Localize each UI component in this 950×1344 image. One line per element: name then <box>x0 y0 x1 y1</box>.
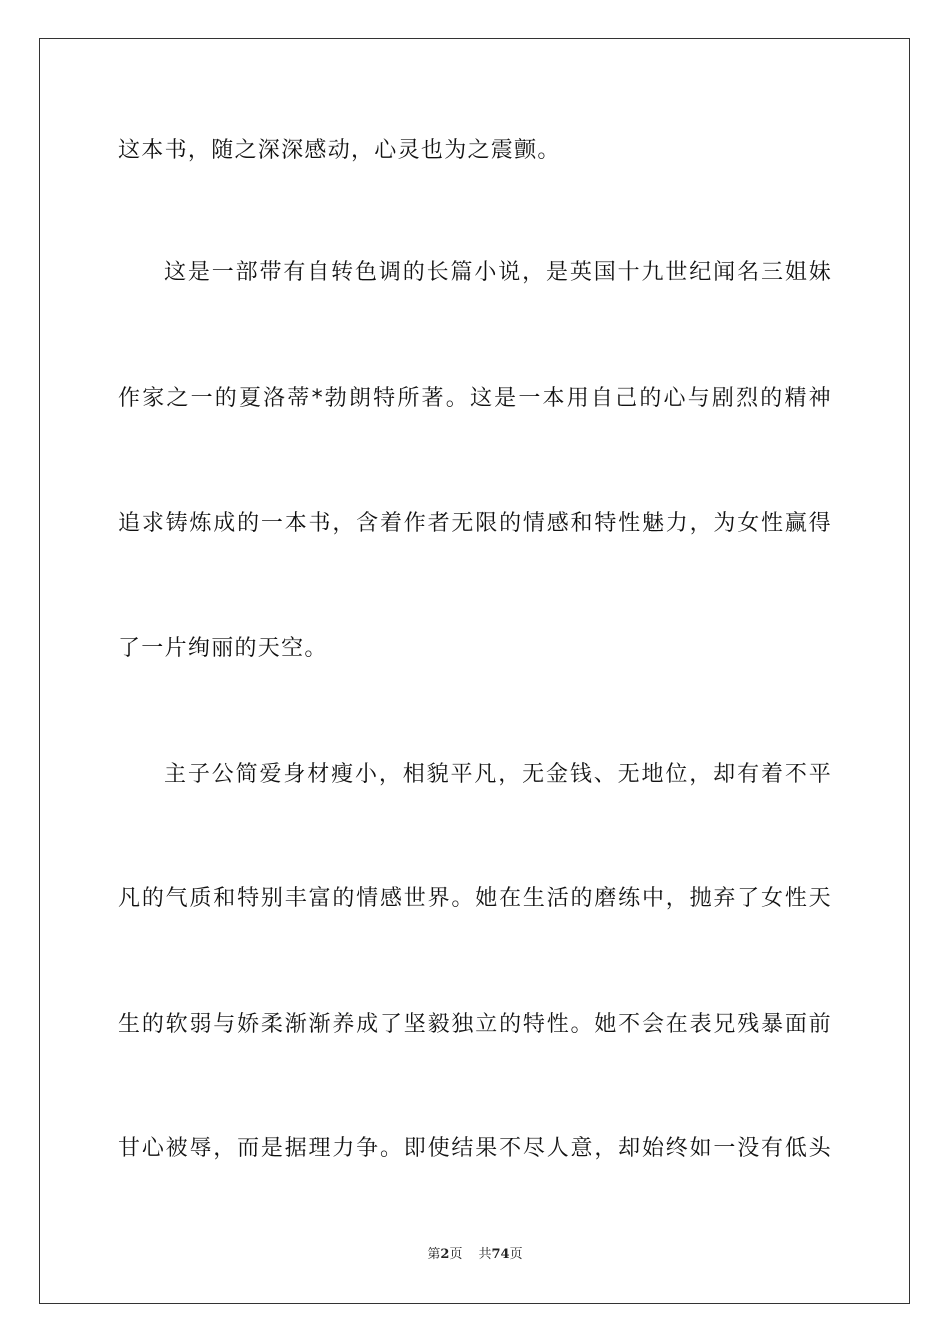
page-number: 2 <box>440 1247 450 1262</box>
text-line-4: 追求铸炼成的一本书，含着作者无限的情感和特性魅力，为女性赢得 <box>118 511 832 536</box>
total-suffix: 页 <box>509 1247 523 1262</box>
text-line-6: 主子公简爱身材瘦小，相貌平凡，无金钱、无地位，却有着不平 <box>164 762 832 787</box>
text-line-7: 凡的气质和特别丰富的情感世界。她在生活的磨练中，抛弃了女性天 <box>118 886 832 911</box>
page-prefix: 第 <box>427 1247 441 1262</box>
text-line-1: 这本书，随之深深感动，心灵也为之震颤。 <box>118 138 561 163</box>
total-prefix: 共 <box>478 1247 492 1262</box>
text-line-2: 这是一部带有自转色调的长篇小说，是英国十九世纪闻名三姐妹 <box>164 260 832 285</box>
text-line-5: 了一片绚丽的天空。 <box>118 636 328 661</box>
text-line-9: 甘心被辱，而是据理力争。即使结果不尽人意，却始终如一没有低头 <box>118 1136 832 1161</box>
text-line-3: 作家之一的夏洛蒂*勃朗特所著。这是一本用自己的心与剧烈的精神 <box>118 386 832 411</box>
page-footer <box>0 1247 950 1263</box>
text-line-8: 生的软弱与娇柔渐渐养成了坚毅独立的特性。她不会在表兄残暴面前 <box>118 1012 832 1037</box>
page-suffix: 页 <box>449 1247 463 1262</box>
total-pages: 74 <box>491 1247 510 1262</box>
page-border <box>39 38 910 1304</box>
